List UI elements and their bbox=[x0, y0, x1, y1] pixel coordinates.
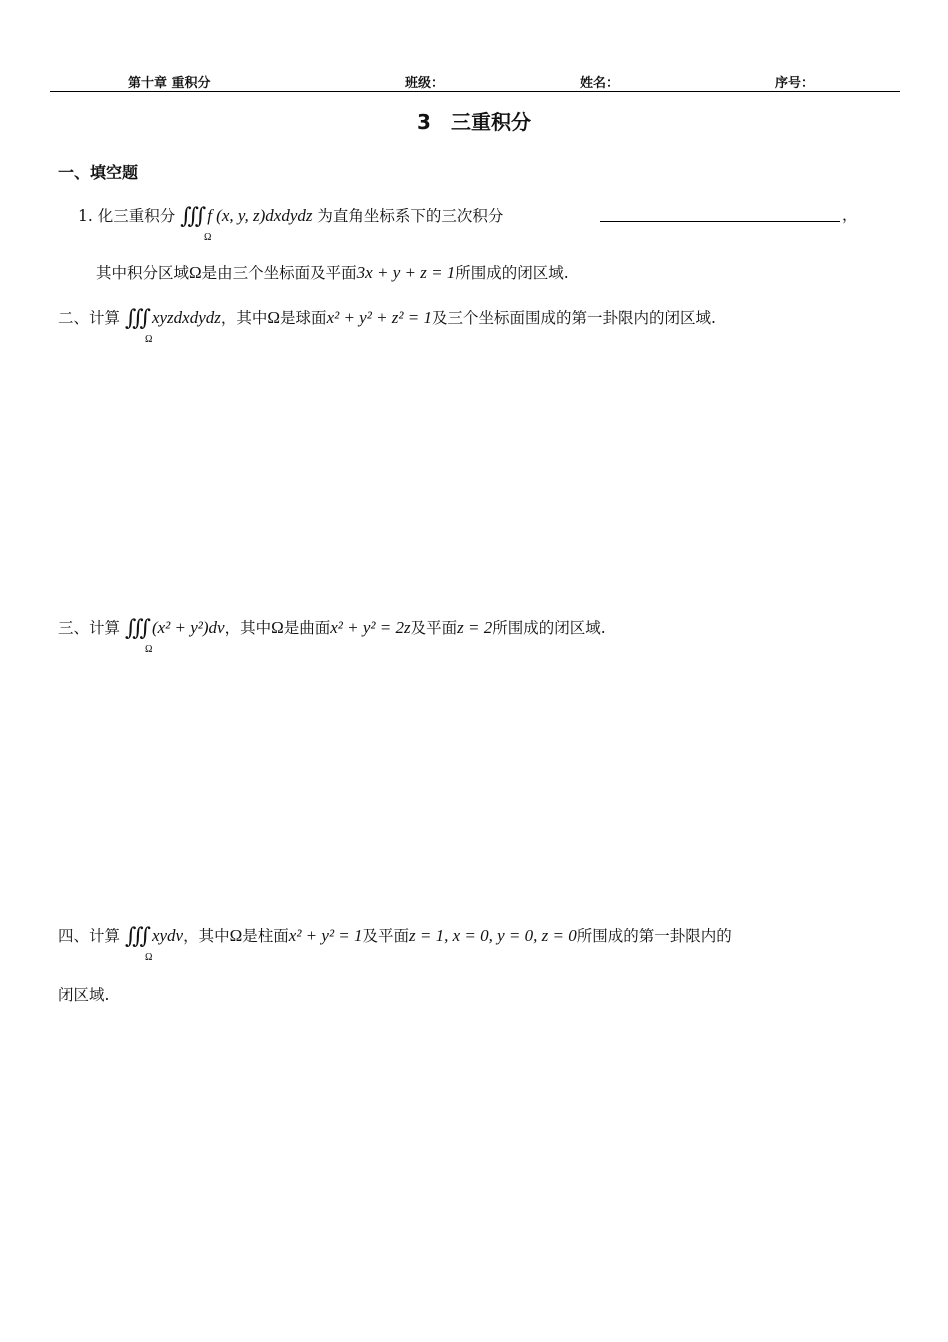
omega-symbol: Ω bbox=[271, 618, 284, 637]
question-text: 是由三个坐标面及平面 bbox=[201, 264, 357, 282]
question-label: 二、计算 bbox=[58, 309, 121, 327]
question-text: 是球面 bbox=[280, 309, 327, 327]
integrand: xyzdxdydz bbox=[151, 308, 221, 327]
question-text: 其中积分区域 bbox=[96, 264, 190, 282]
question-text: ，其中 bbox=[220, 309, 268, 327]
class-label: 班级： bbox=[405, 76, 445, 91]
question-text: 化三重积分 bbox=[97, 207, 176, 225]
question-1-line-2 bbox=[96, 262, 569, 284]
question-text: 及平面 bbox=[362, 927, 410, 945]
surface-equation: x² + y² = 2z bbox=[330, 618, 411, 637]
section-heading-fill-blank: 一、填空题 bbox=[58, 163, 139, 182]
omega-symbol: Ω bbox=[229, 926, 243, 945]
omega-symbol: Ω bbox=[267, 308, 281, 327]
triple-integral-symbol: ∭ bbox=[124, 306, 142, 331]
question-text: 所围成的闭区域. bbox=[455, 264, 569, 282]
surface-equation: x² + y² + z² = 1 bbox=[326, 308, 432, 327]
question-text: ，其中 bbox=[224, 619, 272, 637]
triple-integral-symbol: ∭ bbox=[124, 616, 142, 641]
plane-equations: z = 1, x = 0, y = 0, z = 0 bbox=[409, 926, 577, 945]
integrand: f (x, y, z)dxdydz bbox=[207, 206, 313, 225]
question-number: 1. bbox=[78, 207, 93, 225]
question-label: 三、计算 bbox=[58, 619, 121, 637]
integral-domain-subscript: Ω bbox=[145, 644, 153, 655]
integral-domain-subscript: Ω bbox=[145, 334, 153, 345]
question-text: 所围成的第一卦限内的 bbox=[576, 927, 732, 945]
question-4 bbox=[58, 924, 732, 947]
question-text: 所围成的闭区域. bbox=[492, 619, 606, 637]
plane-equation: z = 2 bbox=[457, 618, 493, 637]
question-1-line-1 bbox=[78, 204, 503, 227]
question-4-line-2: 闭区域. bbox=[58, 986, 110, 1004]
question-label: 四、计算 bbox=[58, 927, 121, 945]
name-label: 姓名： bbox=[580, 76, 620, 91]
omega-symbol: Ω bbox=[189, 263, 202, 282]
question-3 bbox=[58, 616, 606, 639]
integrand: (x² + y²)dv bbox=[151, 618, 225, 637]
header-rule bbox=[50, 91, 900, 92]
triple-integral-symbol: ∭ bbox=[124, 924, 142, 949]
question-text: 是曲面 bbox=[283, 619, 331, 637]
integrand: xydv bbox=[151, 926, 184, 945]
question-text: ，其中 bbox=[183, 927, 230, 945]
integral-domain-subscript: Ω bbox=[204, 232, 212, 243]
seq-label: 序号： bbox=[775, 76, 815, 91]
page-title: 3 三重积分 bbox=[417, 110, 531, 134]
question-text: 为直角坐标系下的三次积分 bbox=[317, 207, 504, 225]
plane-equation: 3x + y + z = 1 bbox=[356, 263, 456, 282]
question-text: 是柱面 bbox=[242, 927, 289, 945]
question-text: 及三个坐标面围成的第一卦限内的闭区域. bbox=[431, 309, 716, 327]
integral-domain-subscript: Ω bbox=[145, 952, 153, 963]
surface-equation: x² + y² = 1 bbox=[288, 926, 363, 945]
comma: ， bbox=[842, 206, 858, 224]
chapter-label: 第十章 重积分 bbox=[128, 76, 211, 91]
triple-integral-symbol: ∭ bbox=[180, 204, 198, 229]
question-2 bbox=[58, 306, 716, 329]
question-text: 及平面 bbox=[410, 619, 458, 637]
answer-blank[interactable] bbox=[600, 221, 840, 222]
